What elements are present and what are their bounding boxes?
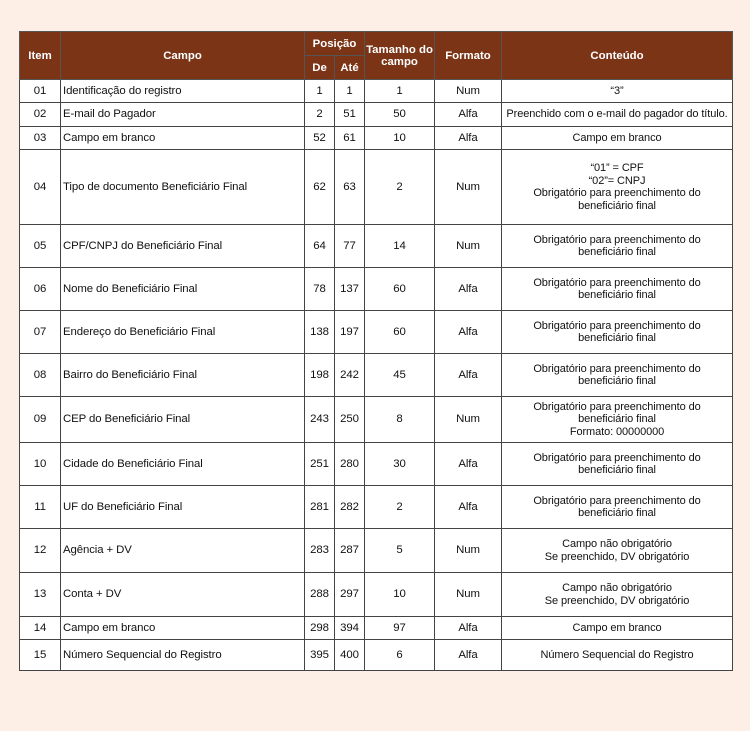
- record-layout-table: [19, 31, 733, 671]
- cell-item: 03: [20, 127, 61, 150]
- cell-item: 06: [20, 268, 61, 311]
- table-row: [20, 397, 733, 443]
- cell-conteudo: [502, 354, 733, 397]
- cell-ate: 242: [335, 354, 365, 397]
- cell-ate: 63: [335, 150, 365, 225]
- conteudo-line: Obrigatório para preenchimento do: [533, 494, 701, 507]
- cell-ate: 77: [335, 225, 365, 268]
- table-row: [20, 529, 733, 573]
- conteudo-line: Se preenchido, DV obrigatório: [544, 550, 690, 563]
- cell-item: 05: [20, 225, 61, 268]
- cell-campo: Agência + DV: [61, 529, 305, 573]
- cell-conteudo: [502, 150, 733, 225]
- conteudo-line: beneficiário final: [578, 199, 656, 212]
- cell-campo: Tipo de documento Beneficiário Final: [61, 150, 305, 225]
- cell-de: 288: [305, 573, 335, 617]
- cell-formato: Alfa: [435, 443, 502, 486]
- cell-formato: Alfa: [435, 311, 502, 354]
- conteudo-line: beneficiário final: [578, 246, 656, 258]
- conteudo-line: Se preenchido, DV obrigatório: [544, 594, 690, 607]
- cell-de: 243: [305, 397, 335, 443]
- cell-ate: 197: [335, 311, 365, 354]
- table-row: [20, 617, 733, 640]
- cell-tamanho: 8: [365, 397, 435, 443]
- cell-tamanho: 60: [365, 311, 435, 354]
- conteudo-line: “3”: [610, 84, 624, 97]
- conteudo-line: Número Sequencial do Registro: [540, 648, 694, 661]
- cell-tamanho: 10: [365, 127, 435, 150]
- layout-table-wrapper: [19, 31, 733, 671]
- header-tamanho: Tamanho do campo: [365, 32, 435, 80]
- cell-tamanho: 30: [365, 443, 435, 486]
- cell-de: 62: [305, 150, 335, 225]
- cell-formato: Num: [435, 573, 502, 617]
- table-row: [20, 103, 733, 127]
- conteudo-line: Obrigatório para preenchimento do: [533, 187, 701, 199]
- cell-campo: Campo em branco: [61, 617, 305, 640]
- conteudo-line: Obrigatório para preenchimento do: [533, 319, 701, 332]
- table-body: [20, 80, 733, 671]
- cell-formato: Num: [435, 150, 502, 225]
- cell-de: 283: [305, 529, 335, 573]
- cell-item: 04: [20, 150, 61, 225]
- conteudo-line: Formato: 00000000: [569, 425, 665, 438]
- header-conteudo: Conteúdo: [502, 32, 733, 80]
- cell-formato: Num: [435, 397, 502, 443]
- table-row: [20, 225, 733, 268]
- cell-tamanho: 6: [365, 640, 435, 671]
- cell-tamanho: 50: [365, 103, 435, 127]
- cell-conteudo: [502, 486, 733, 529]
- conteudo-line: beneficiário final: [578, 289, 656, 301]
- cell-campo: Endereço do Beneficiário Final: [61, 311, 305, 354]
- cell-conteudo: [502, 268, 733, 311]
- conteudo-line: Preenchido com o e-mail do pagador do título.: [506, 108, 728, 121]
- table-row: [20, 640, 733, 671]
- header-ate: Até: [335, 56, 365, 80]
- cell-conteudo: [502, 80, 733, 103]
- cell-campo: Bairro do Beneficiário Final: [61, 354, 305, 397]
- cell-campo: CPF/CNPJ do Beneficiário Final: [61, 225, 305, 268]
- cell-campo: Nome do Beneficiário Final: [61, 268, 305, 311]
- conteudo-line: Obrigatório para preenchimento do: [533, 362, 701, 375]
- cell-campo: E-mail do Pagador: [61, 103, 305, 127]
- cell-ate: 61: [335, 127, 365, 150]
- cell-de: 251: [305, 443, 335, 486]
- cell-campo: Campo em branco: [61, 127, 305, 150]
- cell-item: 11: [20, 486, 61, 529]
- cell-de: 298: [305, 617, 335, 640]
- cell-item: 07: [20, 311, 61, 354]
- cell-campo: UF do Beneficiário Final: [61, 486, 305, 529]
- cell-de: 1: [305, 80, 335, 103]
- cell-de: 198: [305, 354, 335, 397]
- conteudo-line: Campo não obrigatório: [562, 582, 672, 594]
- cell-campo: CEP do Beneficiário Final: [61, 397, 305, 443]
- conteudo-line: Campo em branco: [572, 131, 662, 144]
- cell-ate: 282: [335, 486, 365, 529]
- conteudo-line: Obrigatório para preenchimento do: [533, 276, 701, 289]
- header-campo: Campo: [61, 32, 305, 80]
- cell-tamanho: 2: [365, 486, 435, 529]
- cell-conteudo: [502, 617, 733, 640]
- cell-item: 13: [20, 573, 61, 617]
- cell-de: 138: [305, 311, 335, 354]
- table-row: [20, 150, 733, 225]
- cell-conteudo: [502, 397, 733, 443]
- cell-ate: 394: [335, 617, 365, 640]
- cell-ate: 287: [335, 529, 365, 573]
- conteudo-line: Campo não obrigatório: [562, 538, 672, 550]
- header-item: Item: [20, 32, 61, 80]
- cell-de: 78: [305, 268, 335, 311]
- cell-ate: 250: [335, 397, 365, 443]
- cell-tamanho: 5: [365, 529, 435, 573]
- cell-formato: Alfa: [435, 617, 502, 640]
- cell-de: 2: [305, 103, 335, 127]
- cell-formato: Alfa: [435, 127, 502, 150]
- cell-conteudo: [502, 311, 733, 354]
- conteudo-line: “01” = CPF: [590, 162, 644, 174]
- cell-conteudo: [502, 103, 733, 127]
- cell-ate: 51: [335, 103, 365, 127]
- table-row: [20, 486, 733, 529]
- cell-formato: Num: [435, 529, 502, 573]
- cell-formato: Alfa: [435, 486, 502, 529]
- cell-de: 281: [305, 486, 335, 529]
- cell-campo: Identificação do registro: [61, 80, 305, 103]
- cell-tamanho: 14: [365, 225, 435, 268]
- table-row: [20, 354, 733, 397]
- conteudo-line: Campo em branco: [572, 621, 662, 634]
- cell-conteudo: [502, 127, 733, 150]
- conteudo-line: beneficiário final: [578, 413, 656, 426]
- cell-tamanho: 2: [365, 150, 435, 225]
- cell-campo: Conta + DV: [61, 573, 305, 617]
- cell-tamanho: 45: [365, 354, 435, 397]
- conteudo-line: beneficiário final: [578, 332, 656, 344]
- table-row: [20, 443, 733, 486]
- cell-tamanho: 1: [365, 80, 435, 103]
- cell-formato: Num: [435, 225, 502, 268]
- table-row: [20, 311, 733, 354]
- cell-item: 15: [20, 640, 61, 671]
- cell-de: 64: [305, 225, 335, 268]
- cell-item: 10: [20, 443, 61, 486]
- cell-ate: 137: [335, 268, 365, 311]
- header-posicao: Posição: [305, 32, 365, 56]
- cell-item: 08: [20, 354, 61, 397]
- conteudo-line: Obrigatório para preenchimento do: [533, 233, 701, 246]
- table-row: [20, 573, 733, 617]
- header-de: De: [305, 56, 335, 80]
- cell-de: 395: [305, 640, 335, 671]
- cell-tamanho: 10: [365, 573, 435, 617]
- cell-item: 02: [20, 103, 61, 127]
- table-row: [20, 268, 733, 311]
- conteudo-line: Obrigatório para preenchimento do: [533, 451, 701, 464]
- cell-de: 52: [305, 127, 335, 150]
- table-row: [20, 127, 733, 150]
- cell-tamanho: 60: [365, 268, 435, 311]
- cell-item: 14: [20, 617, 61, 640]
- cell-item: 01: [20, 80, 61, 103]
- conteudo-line: beneficiário final: [578, 375, 656, 387]
- cell-formato: Alfa: [435, 354, 502, 397]
- cell-ate: 1: [335, 80, 365, 103]
- cell-tamanho: 97: [365, 617, 435, 640]
- conteudo-line: beneficiário final: [578, 507, 656, 519]
- cell-formato: Alfa: [435, 640, 502, 671]
- cell-campo: Cidade do Beneficiário Final: [61, 443, 305, 486]
- cell-ate: 280: [335, 443, 365, 486]
- cell-formato: Num: [435, 80, 502, 103]
- cell-formato: Alfa: [435, 268, 502, 311]
- cell-formato: Alfa: [435, 103, 502, 127]
- cell-conteudo: [502, 573, 733, 617]
- cell-conteudo: [502, 529, 733, 573]
- cell-conteudo: [502, 225, 733, 268]
- cell-conteudo: [502, 443, 733, 486]
- header-formato: Formato: [435, 32, 502, 80]
- conteudo-line: Obrigatório para preenchimento do: [533, 400, 701, 413]
- cell-ate: 400: [335, 640, 365, 671]
- conteudo-line: beneficiário final: [578, 464, 656, 476]
- table-row: [20, 80, 733, 103]
- cell-item: 09: [20, 397, 61, 443]
- cell-campo: Número Sequencial do Registro: [61, 640, 305, 671]
- conteudo-line: “02”= CNPJ: [588, 174, 646, 187]
- cell-item: 12: [20, 529, 61, 573]
- cell-ate: 297: [335, 573, 365, 617]
- cell-conteudo: [502, 640, 733, 671]
